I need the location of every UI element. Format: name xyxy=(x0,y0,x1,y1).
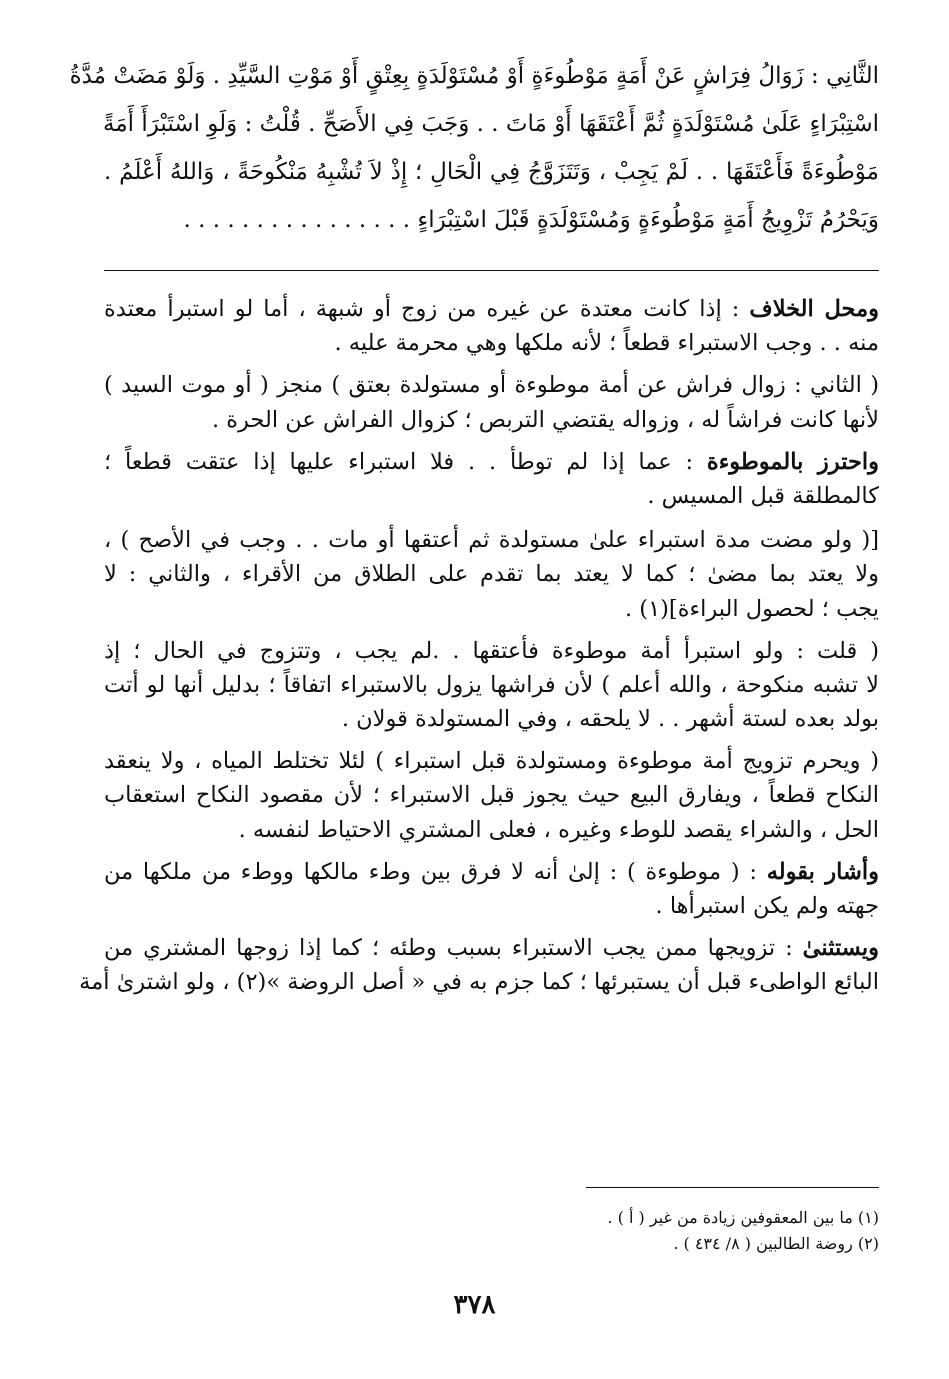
commentary-paragraph xyxy=(104,368,879,436)
line-text: منه . . وجب الاستبراء قطعاً ؛ لأنه ملكها وهي محرمة عليه . xyxy=(334,330,879,357)
line-text: ( ويحرم تزويج أمة موطوءة ومستولدة قبل استبراء ) لئلا تختلط المياه ، ولا ينعقد xyxy=(104,748,879,775)
commentary-line xyxy=(104,592,879,626)
commentary-line xyxy=(104,368,879,402)
line-text: جهته ولم يكن استبرأها . xyxy=(655,893,879,919)
commentary-line xyxy=(104,523,879,557)
commentary-line xyxy=(104,668,879,702)
line-text: لا تشبه منكوحة ، والله أعلم ) لأن فراشها يزول بالاستبراء اتفاقاً ؛ بدليل أنها لو أتت xyxy=(104,671,879,698)
matn-text xyxy=(69,52,879,244)
commentary-paragraph xyxy=(104,855,879,923)
bold-lead-term: وأشار بقوله xyxy=(766,858,879,885)
commentary-paragraph xyxy=(104,292,879,360)
footnote-separator xyxy=(586,1187,879,1188)
commentary-line xyxy=(104,557,879,591)
matn-line: الثَّانِي : زَوَالُ فِرَاشٍ عَنْ أَمَةٍ مَوْطُوءَةٍ أَوْ مُسْتَوْلَدَةٍ بِعِتْقٍ أَوْ مَوْتِ السَّيِّدِ . وَلَوْ مَضَتْ مُدَّةُ xyxy=(69,63,879,89)
commentary-line xyxy=(104,855,879,889)
line-text: النكاح قطعاً ، ويفارق البيع حيث يجوز قبل الاستبراء ؛ لأن مقصود النكاح استعقاب xyxy=(104,782,879,809)
commentary-line xyxy=(104,326,879,360)
line-text: يجب ؛ لحصول البراءة](١) . xyxy=(624,595,879,622)
commentary-text xyxy=(79,292,880,1001)
commentary-paragraph xyxy=(104,445,879,513)
matn-line: اسْتِبْرَاءٍ عَلَىٰ مُسْتَوْلَدَةٍ ثُمَّ أَعْتَقَهَا أَوْ مَاتَ . . وَجَبَ فِي الأَصَحِّ . قُلْتُ : وَلَوِ اسْتَبْرَأَ أَمَةً xyxy=(102,111,879,137)
page-number: ٣٧٨ xyxy=(453,1290,496,1320)
commentary-line xyxy=(104,634,879,668)
footnote: (١) ما بين المعقوفين زيادة من غير ( أ ) . xyxy=(607,1208,879,1227)
line-text: ( الثاني : زوال فراش عن أمة موطوءة أو مستولدة بعتق ) منجز ( أو موت السيد ) xyxy=(104,372,879,399)
commentary-paragraph xyxy=(104,523,879,626)
line-text: ولا يعتد بما مضىٰ ؛ كما لا يعتد بما تقدم على الطلاق من الأقراء ، والثاني : لا xyxy=(104,561,879,588)
bold-lead-term: ويستثنىٰ xyxy=(802,935,879,962)
commentary-line xyxy=(104,889,879,923)
line-text: : عما إذا لم توطأ . . فلا استبراء عليها إذا عتقت قطعاً ؛ xyxy=(104,448,707,475)
line-text: لأنها كانت فراشاً له ، وزواله يقتضي التربص ؛ كزوال الفراش عن الحرة . xyxy=(211,406,879,433)
commentary-line xyxy=(104,479,879,513)
commentary-paragraph xyxy=(104,634,879,737)
commentary-line xyxy=(104,813,879,847)
commentary-line xyxy=(104,778,879,812)
line-text: : ( موطوءة ) : إلىٰ أنه لا فرق بين وطء مالكها ووطء من ملكها من xyxy=(104,858,767,885)
commentary-line xyxy=(104,702,879,736)
line-text: [( ولو مضت مدة استبراء علىٰ مستولدة ثم أعتقها أو مات . . وجب في الأصح ) ، xyxy=(104,527,879,554)
commentary-line xyxy=(79,965,879,999)
commentary-line xyxy=(104,931,879,965)
line-text: بولد بعده لستة أشهر . . لا يلحقه ، وفي المستولدة قولان . xyxy=(341,706,879,733)
line-text: : تزويجها ممن يجب الاستبراء بسبب وطئه ؛ كما إذا زوجها المشتري من xyxy=(104,935,803,962)
commentary-line xyxy=(104,403,879,437)
footnotes xyxy=(104,1205,879,1257)
matn-divider xyxy=(104,270,879,271)
line-text: الحل ، والشراء يقصد للوطء وغيره ، فعلى المشتري الاحتياط لنفسه . xyxy=(238,816,879,843)
line-text: البائع الواطىء قبل أن يستبرئها ؛ كما جزم به في « أصل الروضة »(٢) ، ولو اشترىٰ أمة xyxy=(79,969,879,996)
bold-lead-term: ومحل الخلاف xyxy=(749,296,879,322)
commentary-line xyxy=(104,744,879,778)
line-text: كالمطلقة قبل المسيس . xyxy=(647,482,879,509)
matn-line: وَيَحْرُمُ تَزْوِيجُ أَمَةٍ مَوْطُوءَةٍ وَمُسْتَوْلَدَةٍ قَبْلَ اسْتِبْرَاءٍ . . . . . . . . . . . . . . . . xyxy=(183,207,879,233)
commentary-paragraph xyxy=(104,744,879,847)
line-text: ( قلت : ولو استبرأ أمة موطوءة فأعتقها . .لم يجب ، وتتزوج في الحال ؛ إذ xyxy=(104,637,879,664)
commentary-line xyxy=(104,292,879,326)
line-text: : إذا كانت معتدة عن غيره من زوج أو شبهة ، أما لو استبرأ معتدة xyxy=(104,296,750,322)
commentary-line xyxy=(104,445,879,479)
bold-lead-term: واحترز بالموطوءة xyxy=(706,448,880,475)
footnote: (٢) روضة الطالبين ( ٨/ ٤٣٤ ) . xyxy=(673,1234,879,1253)
commentary-paragraph xyxy=(79,931,879,999)
matn-line: مَوْطُوءَةً فَأَعْتَقَهَا . . لَمْ يَجِبْ ، وَتَتَزَوَّجُ فِي الْحَالِ ؛ إِذْ لاَ تُشْبِهُ مَنْكُوحَةً ، وَاللهُ أَعْلَمُ . xyxy=(104,159,879,185)
